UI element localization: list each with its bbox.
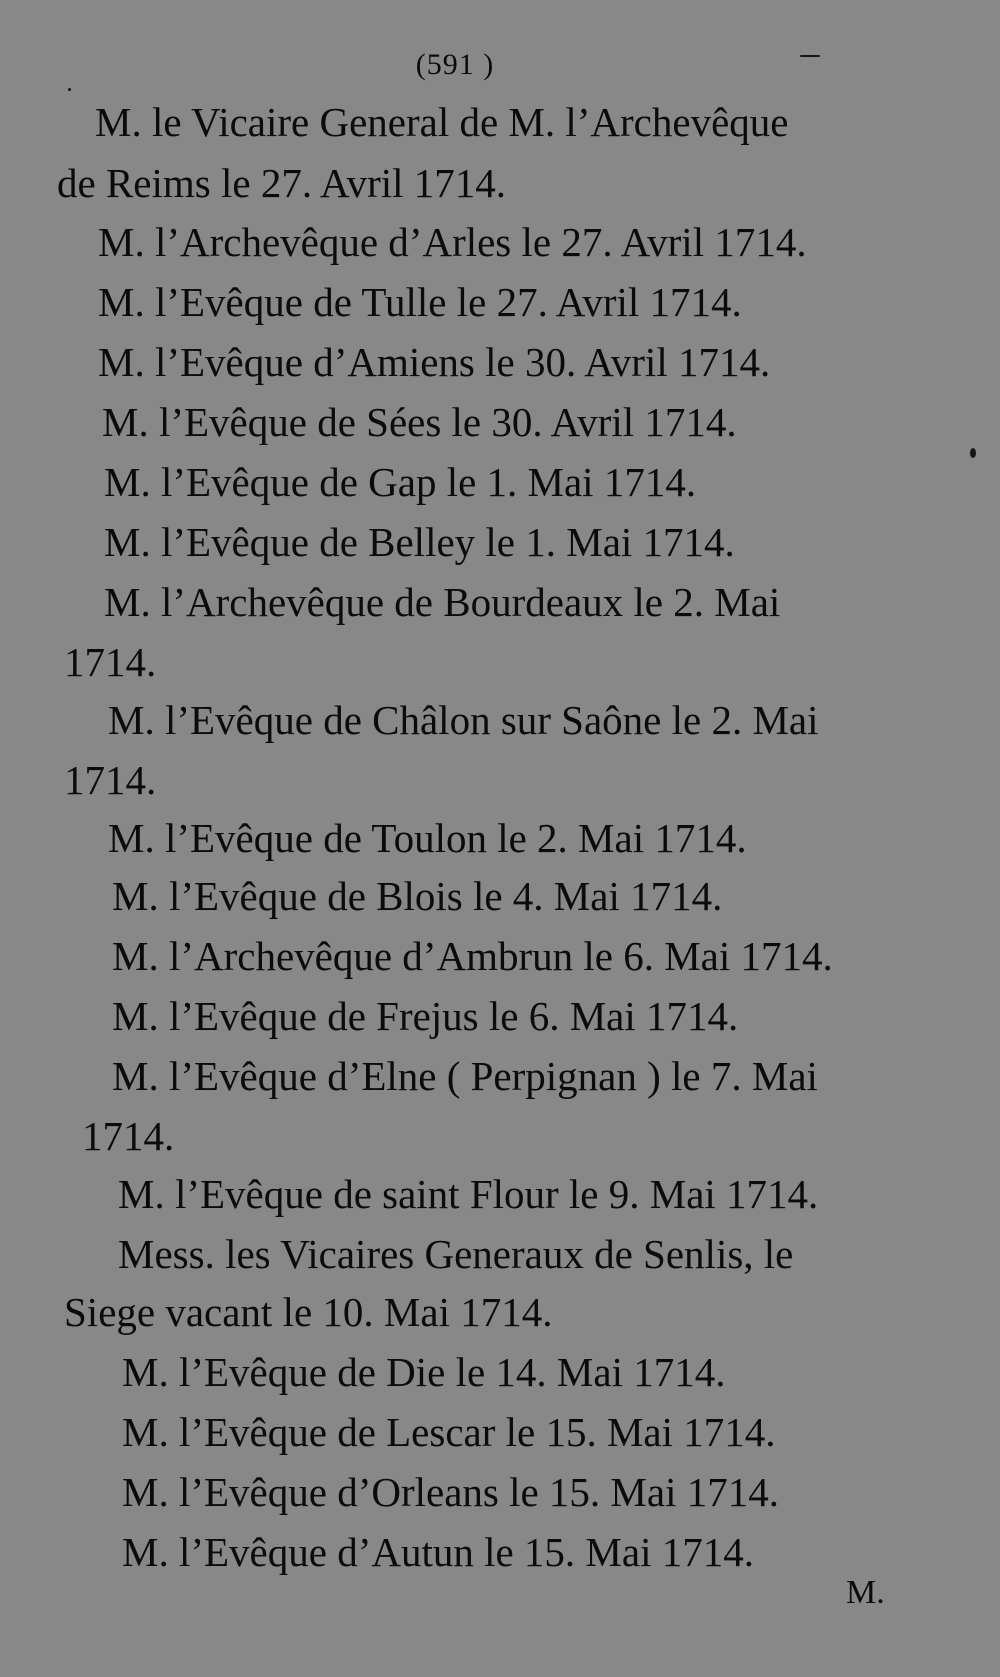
entry-line: 1714. [82, 1113, 175, 1159]
entry-line: Mess. les Vicaires Generaux de Senlis, le [118, 1231, 794, 1277]
entry-line: M. le Vicaire General de M. l’Archevêque [95, 99, 789, 145]
entry-line: 1714. [64, 639, 157, 685]
catchword: M. [846, 1574, 885, 1611]
entry-line: M. l’Evêque d’Amiens le 30. Avril 1714. [98, 339, 771, 385]
entry-line: M. l’Evêque de Gap le 1. Mai 1714. [104, 459, 697, 505]
entry-line: M. l’Evêque de Sées le 30. Avril 1714. [102, 399, 737, 445]
entry-line: M. l’Evêque d’Elne ( Perpignan ) le 7. Mai [112, 1053, 818, 1099]
entry-line: M. l’Evêque de Tulle le 27. Avril 1714. [98, 279, 742, 325]
entry-line: M. l’Evêque de Belley le 1. Mai 1714. [104, 519, 735, 565]
entry-line: M. l’Archevêque d’Ambrun le 6. Mai 1714. [112, 933, 833, 979]
entry-line: Siege vacant le 10. Mai 1714. [64, 1289, 553, 1335]
entry-line: M. l’Evêque d’Autun le 15. Mai 1714. [122, 1529, 754, 1575]
entry-line: M. l’Evêque de Die le 14. Mai 1714. [122, 1349, 726, 1395]
entry-line: M. l’Evêque d’Orleans le 15. Mai 1714. [122, 1469, 779, 1515]
entry-line: M. l’Evêque de saint Flour le 9. Mai 1714. [118, 1171, 819, 1217]
entry-line: M. l’Evêque de Blois le 4. Mai 1714. [112, 873, 723, 919]
entry-line: 1714. [64, 757, 157, 803]
ink-speck [68, 88, 71, 91]
page-number: (591 ) [415, 48, 495, 81]
entry-line: M. l’Archevêque de Bourdeaux le 2. Mai [104, 579, 781, 625]
entry-line: M. l’Evêque de Lescar le 15. Mai 1714. [122, 1409, 776, 1455]
ink-speck [800, 55, 820, 57]
ink-speck [970, 448, 976, 458]
entry-line: M. l’Evêque de Toulon le 2. Mai 1714. [108, 815, 747, 861]
entry-line: de Reims le 27. Avril 1714. [57, 160, 507, 206]
entry-line: M. l’Evêque de Frejus le 6. Mai 1714. [112, 993, 739, 1039]
entry-line: M. l’Evêque de Châlon sur Saône le 2. Mai [108, 697, 819, 743]
entry-line: M. l’Archevêque d’Arles le 27. Avril 1714. [98, 219, 807, 265]
